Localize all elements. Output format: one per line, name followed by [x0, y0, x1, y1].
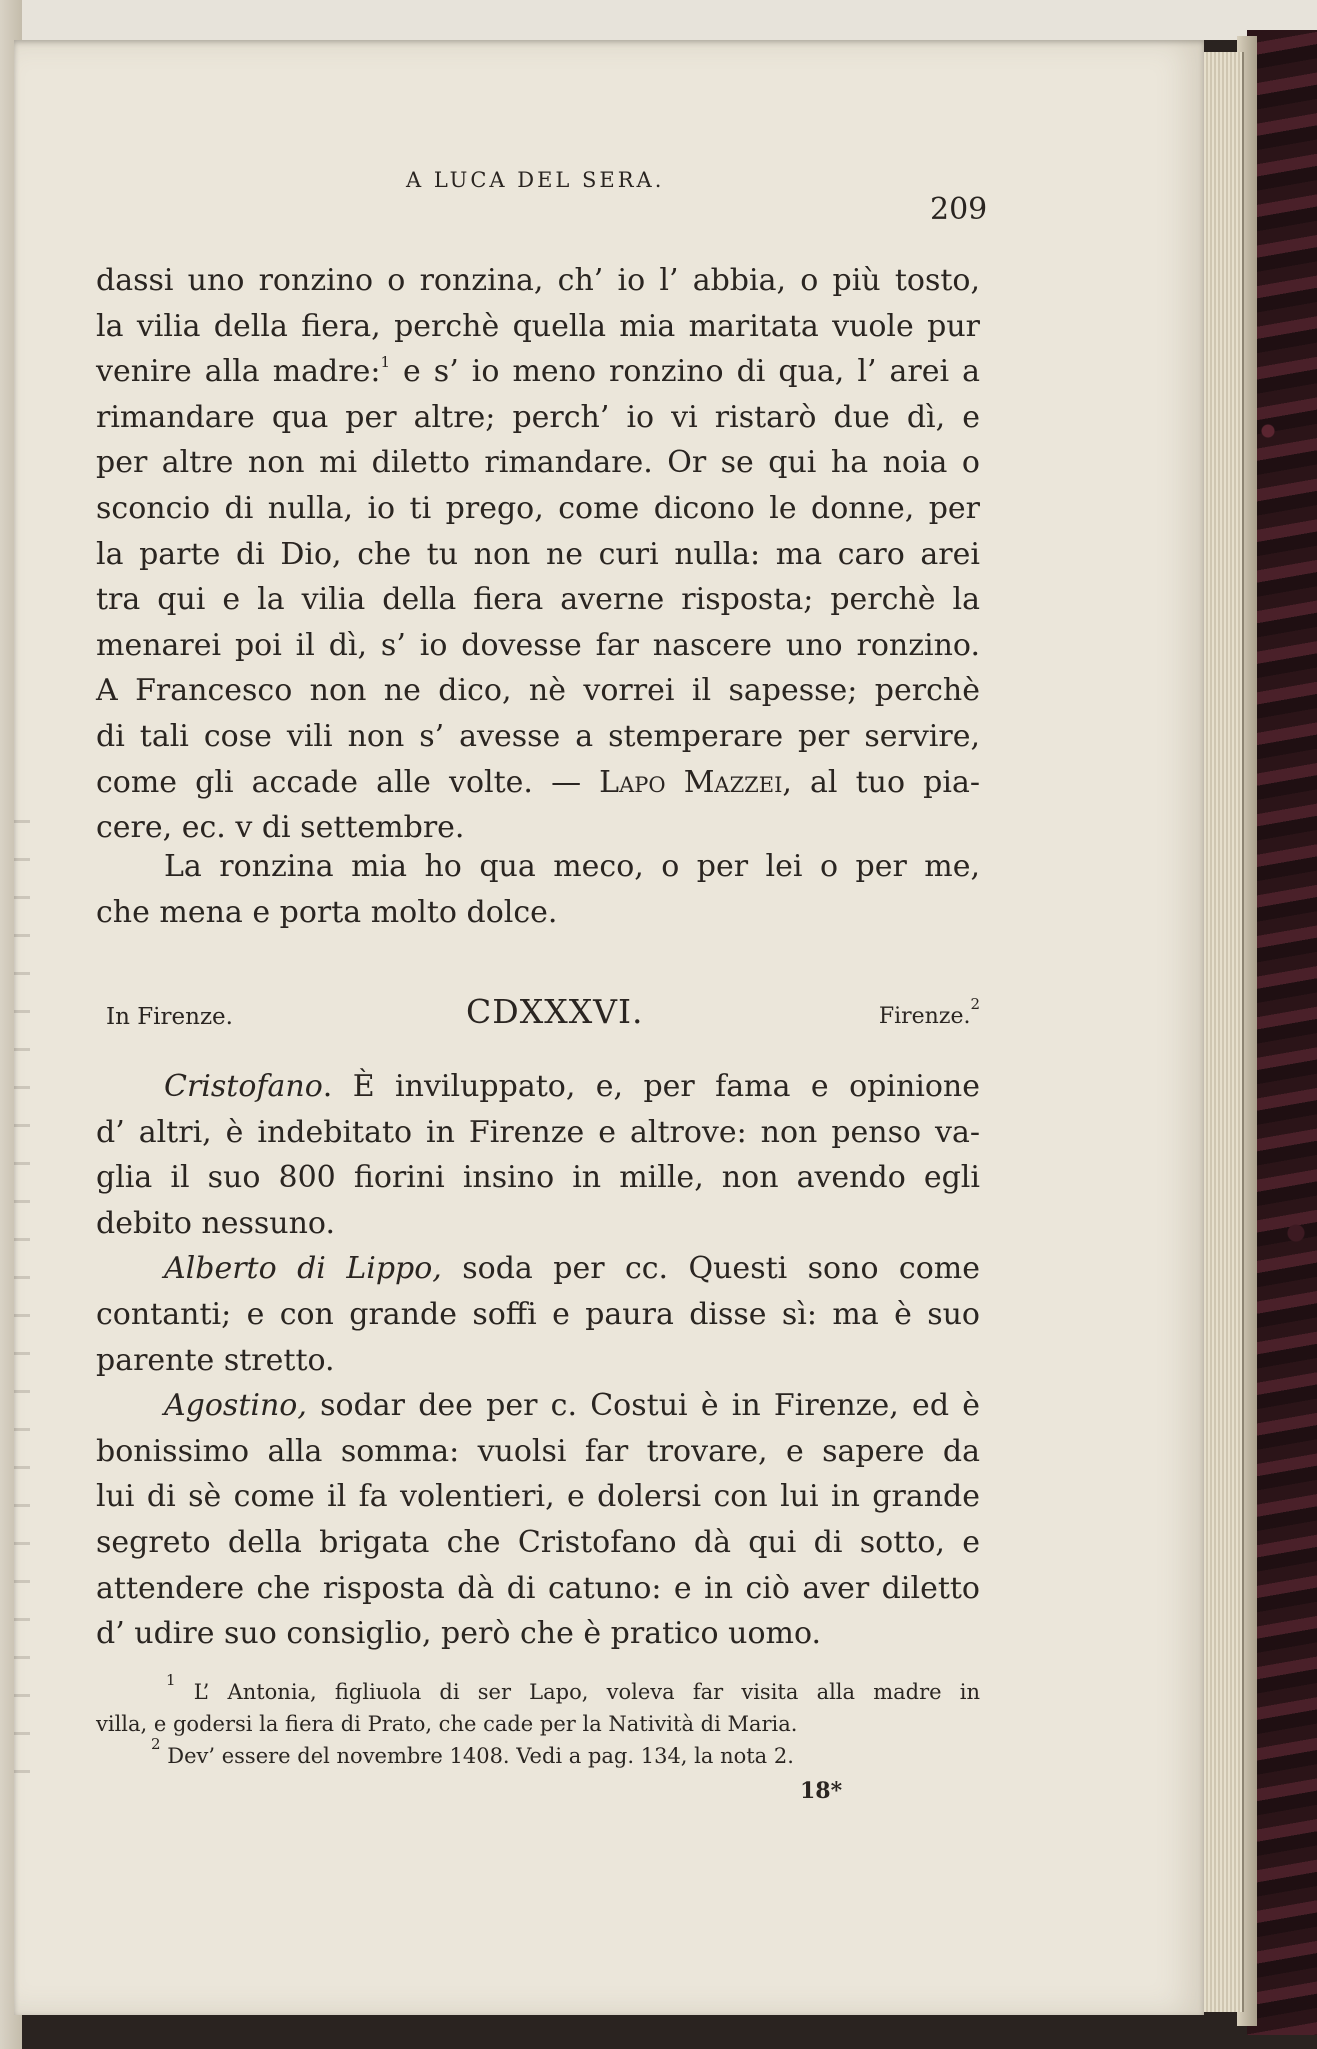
footnote-1: $^1$ L’ Antonia, figliuola di ser Lapo, voleva far visita alla madre in: [166, 1671, 981, 1704]
text-line: segreto della brigata che Cristofano dà qui di sotto, e: [96, 1524, 980, 1560]
text-line: di tali cose vili non s’ avesse a stemperare per servire,: [96, 718, 980, 754]
text-line: lui di sè come il fa volentieri, e dolersi con lui in grande: [96, 1479, 980, 1515]
text-line: dassi uno ronzino o ronzina, ch’ io l’ abbia, o più tosto,: [96, 263, 980, 298]
text-line: la parte di Dio, che tu non ne curi nulla: ma caro arei: [96, 536, 980, 572]
text-line: menarei poi il dì, s’ io dovesse far nascere uno ronzino.: [96, 627, 980, 663]
text-line: parente stretto.: [96, 1342, 335, 1378]
letter-body: [96, 1064, 980, 1657]
footnote-ref-2: 2: [970, 995, 980, 1013]
paragraph-first-line: Alberto di Lippo, soda per cc. Questi sono come: [164, 1251, 980, 1287]
footnote-ref-1: 1: [380, 353, 391, 372]
text-line: che mena e porta molto dolce.: [96, 894, 558, 930]
paragraph-first-line: Agostino, sodar dee per c. Costui è in Firenze, ed è: [164, 1388, 980, 1424]
book-page: [14, 40, 1204, 2015]
text-line: rimandare qua per altre; perch’ io vi ristarò due dì, e: [96, 399, 980, 435]
letter-header: [96, 992, 980, 1034]
text-line: A Francesco non ne dico, nè vorrei il sapesse; perchè: [96, 673, 980, 709]
printer-signature-mark: 18*: [800, 1778, 843, 1804]
person-name: Alberto di Lippo,: [164, 1251, 442, 1287]
text-line: per altre non mi diletto rimandare. Or se qui ha noia o: [96, 445, 980, 481]
text-line: cere, ec. v di settembre.: [96, 810, 465, 846]
postscript: [96, 844, 980, 935]
text-line: contanti; e con grande soffi e paura disse sì: ma è suo: [96, 1296, 980, 1332]
paragraph-first-line: Cristofano. È inviluppato, e, per fama e opinione: [164, 1069, 980, 1104]
text-line: la vilia della fiera, perchè quella mia maritata vuole pur: [96, 308, 980, 344]
running-head: A LUCA DEL SERA.: [406, 168, 665, 192]
letter-place-to: Firenze.$^2$: [878, 995, 980, 1029]
facing-page-bleed: [14, 820, 30, 1800]
signature-name: Lapo Mazzei: [599, 764, 783, 800]
text-line: sconcio di nulla, io ti prego, come dicono le donne, per: [96, 490, 980, 526]
text-line: La ronzina mia ho qua meco, o per lei o per me,: [164, 849, 980, 884]
text-line: attendere che risposta dà di catuno: e in ciò aver diletto: [96, 1570, 980, 1606]
marbled-binding: [1247, 30, 1317, 2035]
text-line: tra qui e la vilia della fiera averne risposta; perchè la: [96, 582, 980, 618]
text-line: d’ altri, è indebitato in Firenze e altrove: non penso va-: [96, 1114, 980, 1150]
footnote-1-cont: villa, e godersi la fiera di Prato, che cade per la Natività di Maria.: [96, 1712, 798, 1736]
letter-number: CDXXXVI.: [466, 992, 644, 1031]
text-line: come gli accade alle volte. — Lapo Mazzei, al tuo pia-: [96, 764, 980, 800]
page-number: 209: [930, 192, 988, 227]
footnotes: [96, 1671, 981, 1772]
text-line: glia il suo 800 fiorini insino in mille, non avendo egli: [96, 1160, 980, 1196]
text-line: venire alla madre:$^1$ e s’ io meno ronzino di qua, l’ arei a: [96, 353, 980, 390]
footnote-2: $^2$ Dev’ essere del novembre 1408. Vedi a pag. 134, la nota 2.: [151, 1735, 794, 1768]
letter-continuation: [96, 258, 980, 851]
person-name: Cristofano: [164, 1069, 323, 1104]
letter-place-from: In Firenze.: [106, 1004, 233, 1030]
text-line: d’ udire suo consiglio, però che è pratico uomo.: [96, 1616, 822, 1652]
text-line: bonissimo alla somma: vuolsi far trovare, e sapere da: [96, 1433, 980, 1469]
person-name: Agostino,: [164, 1388, 307, 1424]
text-line: debito nessuno.: [96, 1205, 335, 1241]
book-cover-top: [0, 0, 1317, 40]
